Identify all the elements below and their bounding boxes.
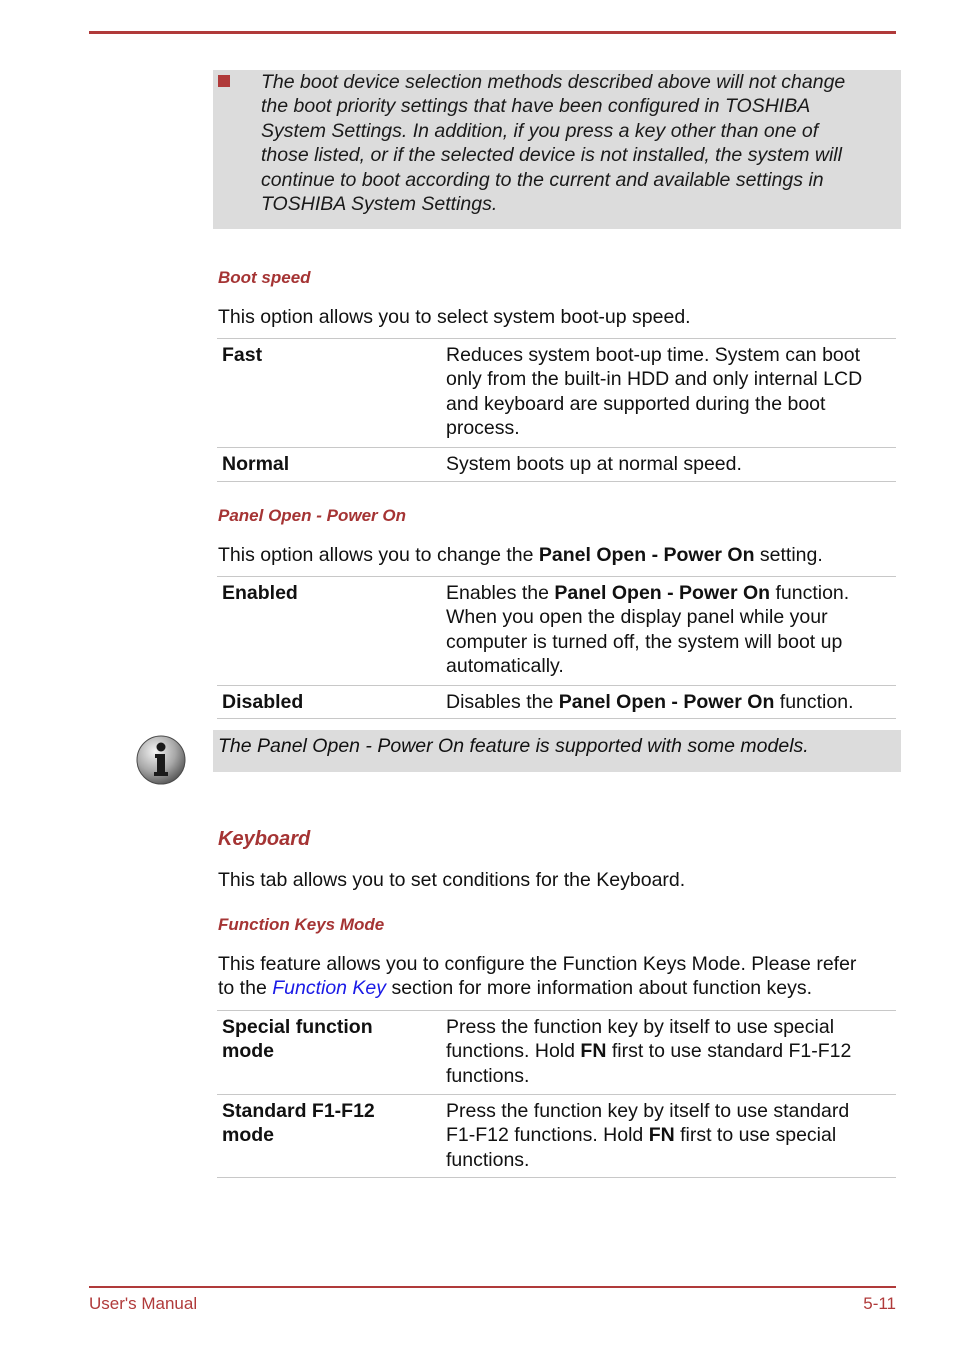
table-row [217, 338, 896, 447]
intro-line: This feature allows you to configure the Function Keys Mode. Please refer [218, 953, 857, 975]
keyboard-heading: Keyboard [218, 828, 311, 850]
description-line: When you open the display panel while your [446, 606, 828, 629]
note-box [213, 70, 901, 229]
function-key-link[interactable]: Function Key [272, 977, 387, 1000]
info-icon [135, 734, 187, 786]
table-row [217, 1094, 896, 1178]
description-line: and keyboard are supported during the boot [446, 392, 826, 415]
description-line: functions. [446, 1148, 530, 1171]
table-row [217, 685, 896, 719]
info-note-text: The Panel Open - Power On feature is supported with some models. [218, 735, 809, 757]
option-key [222, 1099, 427, 1148]
table-row [217, 576, 896, 685]
note-line: System Settings. In addition, if you press a key other than one of [261, 119, 819, 142]
option-description [446, 452, 891, 476]
boot-speed-heading: Boot speed [218, 268, 311, 287]
key-line: Standard F1-F12 [222, 1100, 375, 1122]
option-key: Disabled [222, 691, 304, 713]
description-line: Enables the Panel Open - Power On function. [446, 582, 850, 604]
description-line: Disables the Panel Open - Power On function. [446, 691, 854, 713]
note-line: those listed, or if the selected device is not installed, the system will [261, 144, 842, 167]
option-description [446, 343, 891, 441]
note-text [261, 70, 886, 216]
footer-rule [89, 1286, 896, 1288]
description-line: System boots up at normal speed. [446, 453, 742, 475]
square-bullet-icon [218, 75, 230, 87]
option-description [446, 690, 891, 714]
description-line: only from the built-in HDD and only internal LCD [446, 368, 863, 391]
description-line: computer is turned off, the system will boot up [446, 630, 843, 653]
note-line: The boot device selection methods described above will not change [261, 71, 846, 93]
description-line: Press the function key by itself to use standard [446, 1100, 850, 1122]
option-description [446, 1099, 891, 1172]
description-line: functions. [446, 1064, 530, 1087]
description-line: Reduces system boot-up time. System can boot [446, 344, 861, 366]
boot-speed-intro: This option allows you to select system boot-up speed. [218, 306, 691, 328]
key-line: mode [222, 1124, 275, 1147]
option-key: Normal [222, 453, 290, 475]
description-line: Press the function key by itself to use special [446, 1016, 835, 1038]
intro-line: to the Function Key section for more information about function keys. [218, 977, 812, 1000]
note-line: the boot priority settings that have been configured in TOSHIBA [261, 95, 811, 118]
footer-page-number: 5-11 [863, 1294, 896, 1313]
description-line: functions. Hold FN first to use standard F1-F12 [446, 1040, 852, 1063]
option-key: Fast [222, 344, 263, 366]
panel-open-intro: This option allows you to change the Panel Open - Power On setting. [218, 544, 823, 566]
panel-open-table [217, 576, 896, 719]
option-description [446, 1015, 891, 1088]
description-line: F1-F12 functions. Hold FN first to use special [446, 1124, 837, 1147]
note-line: TOSHIBA System Settings. [261, 193, 498, 216]
option-key: Enabled [222, 582, 298, 604]
table-row [217, 1010, 896, 1094]
function-keys-table [217, 1010, 896, 1178]
keyboard-intro: This tab allows you to set conditions for the Keyboard. [218, 869, 686, 891]
info-note-box [213, 730, 901, 772]
header-rule [89, 31, 896, 34]
description-line: process. [446, 417, 520, 440]
boot-speed-table [217, 338, 896, 482]
option-description [446, 581, 891, 679]
key-line: mode [222, 1040, 275, 1063]
panel-open-heading: Panel Open - Power On [218, 506, 406, 525]
function-keys-heading: Function Keys Mode [218, 915, 385, 934]
note-line: continue to boot according to the current and available settings in [261, 168, 824, 191]
table-row [217, 447, 896, 482]
function-keys-intro [218, 952, 898, 1001]
description-line: automatically. [446, 655, 564, 678]
footer-manual-title: User's Manual [89, 1294, 198, 1313]
option-key [222, 1015, 427, 1064]
key-line: Special function [222, 1016, 373, 1038]
